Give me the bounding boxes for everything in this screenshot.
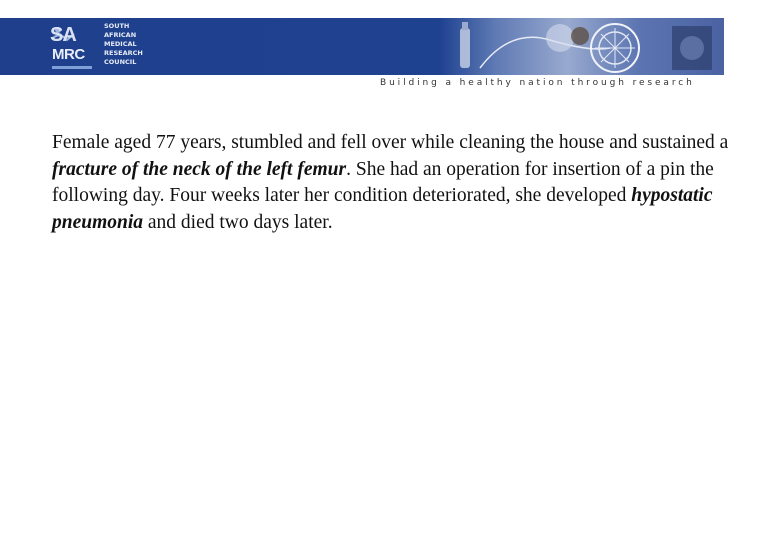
diagnosis-fracture: fracture of the neck of the left femur: [52, 158, 347, 180]
tagline: Building a healthy nation through research: [380, 78, 695, 88]
diagnosis-pneumonia: hypostatic pneumonia: [52, 185, 713, 233]
logo-initials-top: SA: [50, 24, 76, 46]
mrc-logo: [50, 24, 96, 70]
logo-initials-bottom: MRC: [52, 46, 85, 63]
case-text: Female aged 77 years, stumbled and fell over while cleaning the house and sustained a: [52, 132, 729, 153]
logo-underline: [52, 66, 92, 69]
org-name-line: SOUTH: [104, 22, 130, 30]
org-name-line: MEDICAL: [104, 40, 137, 48]
org-name-line: COUNCIL: [104, 58, 137, 66]
case-text: and died two days later.: [143, 211, 333, 233]
header-banner: [0, 18, 724, 75]
org-name-line: RESEARCH: [104, 49, 143, 57]
collage-graphics: [440, 18, 724, 75]
header-photo-collage: [440, 18, 724, 75]
org-name-line: AFRICAN: [104, 31, 137, 39]
case-text: . She had an operation for insertion of a pin the following day. Four weeks later her condition deteriorated, she developed: [52, 158, 714, 206]
case-description: [52, 130, 742, 236]
org-name: [104, 22, 143, 67]
